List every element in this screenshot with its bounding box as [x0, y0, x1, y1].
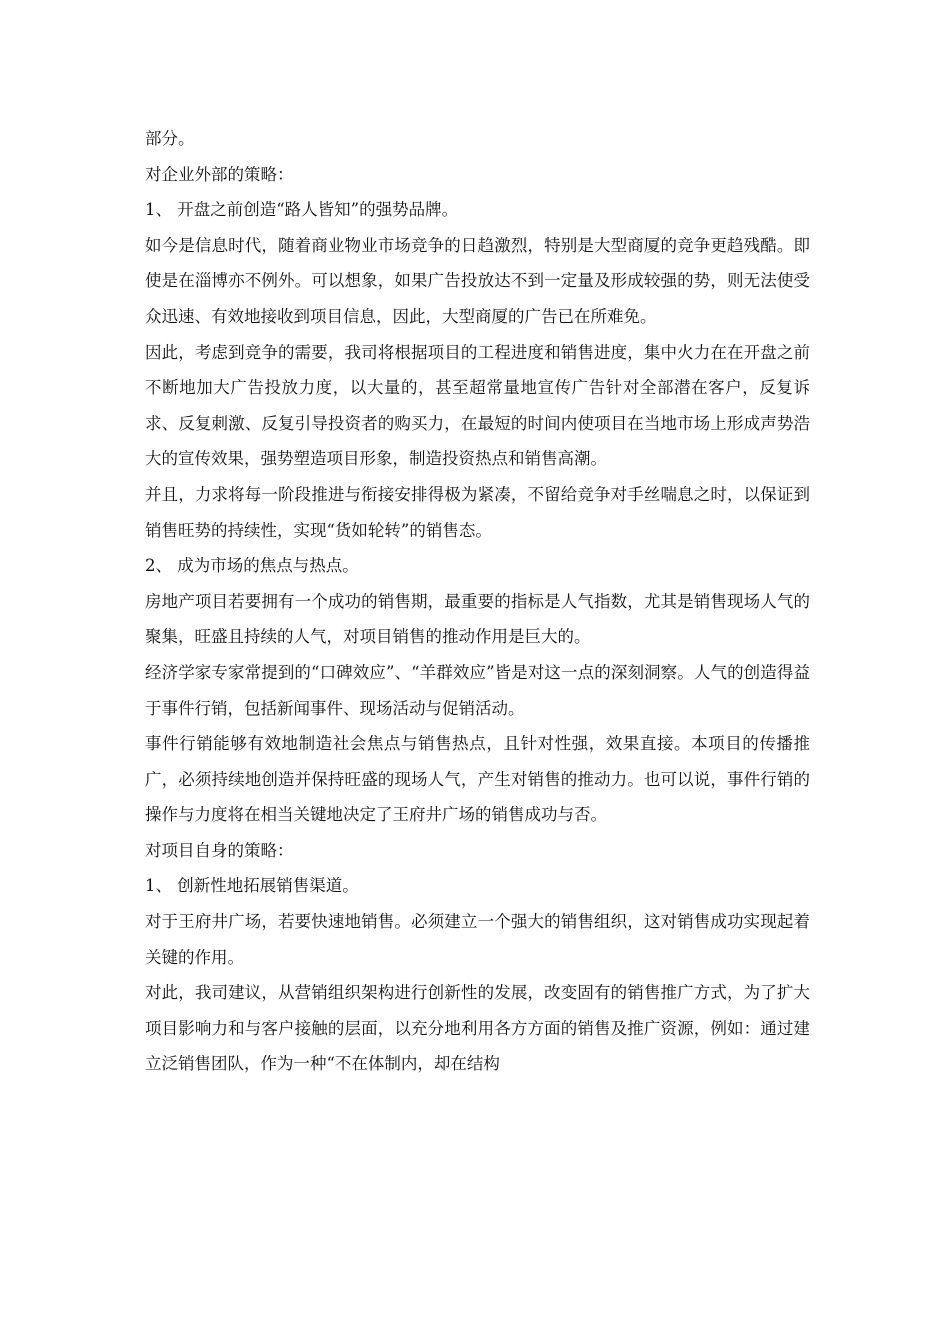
paragraph-sales-organization: 对于王府井广场，若要快速地销售。必须建立一个强大的销售组织，这对销售成功实现起着关键的作用。: [145, 912, 810, 967]
paragraph-word-of-mouth: 经济学家专家常提到的“口碑效应”、“羊群效应”皆是对这一点的深刻洞察。人气的创造得益于事件行销，包括新闻事件、现场活动与促销活动。: [145, 662, 810, 718]
list-item-market-focus: 2、 成为市场的焦点与热点。: [145, 556, 359, 576]
section-heading-external-strategy: 对企业外部的策略：: [145, 164, 294, 184]
document-body: [145, 121, 810, 1082]
paragraph-continuity: 并且，力求将每一阶段推进与衔接安排得极为紧凑，不留给竞争对手丝喘息之时，以保证到销售旺势的持续性，实现“货如轮转”的销售态。: [145, 484, 810, 540]
section-heading-project-strategy: 对项目自身的策略：: [145, 840, 294, 860]
list-item-sales-channels: 1、 创新性地拓展销售渠道。: [145, 876, 359, 896]
paragraph-popularity-index: 房地产项目若要拥有一个成功的销售期，最重要的指标是人气指数，尤其是销售现场人气的聚集，旺盛且持续的人气，对项目销售的推动作用是巨大的。: [145, 591, 810, 647]
paragraph-advertising-intensity: 因此，考虑到竞争的需要，我司将根据项目的工程进度和销售进度，集中火力在在开盘之前不断地加大广告投放力度，以大量的，甚至超常量地宣传广告针对全部潜在客户，反复诉求、反复刺激、反复引导投资者的购买力，在最短的时间内使项目在当地市场上形成声势浩大的宣传效果，强势塑造项目形象，制造投资热点和销售高潮。: [145, 342, 810, 469]
paragraph-event-marketing: 事件行销能够有效地制造社会焦点与销售热点，且针对性强，效果直接。本项目的传播推广，必须持续地创造并保持旺盛的现场人气，产生对销售的推动力。也可以说，事件行销的操作与力度将在相当关键地决定了王府井广场的销售成功与否。: [145, 734, 810, 825]
paragraph-fragment-ending: 部分。: [145, 129, 195, 148]
paragraph-information-era: 如今是信息时代，随着商业物业市场竞争的日趋激烈，特别是大型商厦的竞争更趋残酷。即使是在淄博亦不例外。可以想象，如果广告投放达不到一定量及形成较强的势，则无法使受众迅速、有效地接收到项目信息，因此，大型商厦的广告已在所难免。: [145, 235, 810, 326]
list-item-brand-before-opening: 1、 开盘之前创造“路人皆知”的强势品牌。: [145, 200, 459, 220]
paragraph-innovative-structure: 对此，我司建议，从营销组织架构进行创新性的发展，改变固有的销售推广方式，为了扩大项目影响力和与客户接触的层面，以充分地利用各方方面的销售及推广资源，例如：通过建立泛销售团队，作为一种“不在体制内，却在结构: [145, 983, 810, 1074]
